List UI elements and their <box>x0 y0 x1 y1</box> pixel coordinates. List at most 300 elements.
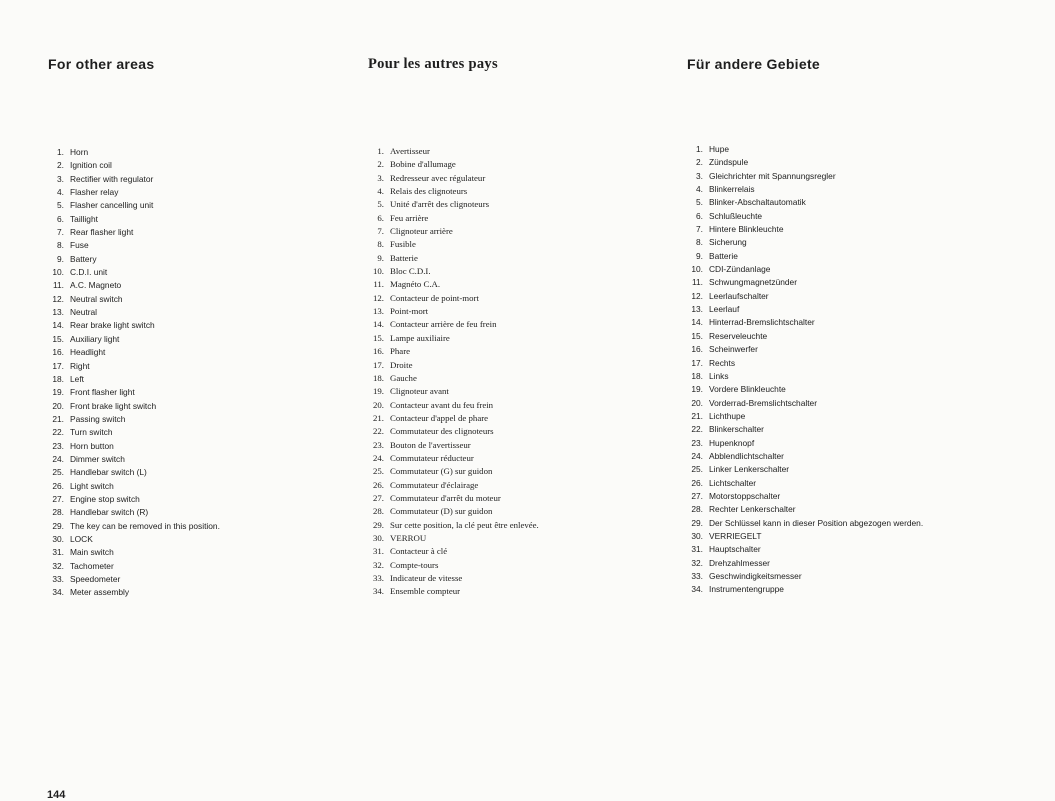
item-text: Bloc C.D.I. <box>390 266 431 277</box>
item-text: Gauche <box>390 372 417 383</box>
item-number: 34. <box>52 587 64 598</box>
item-text: Auxiliary light <box>70 333 120 344</box>
list-item <box>687 183 923 196</box>
item-number: 26. <box>691 477 703 488</box>
list-item <box>368 225 539 238</box>
item-number: 4. <box>57 187 64 198</box>
list-item <box>368 572 539 585</box>
item-number: 22. <box>373 426 384 437</box>
item-number: 13. <box>373 306 384 317</box>
list-item <box>368 359 539 372</box>
item-number: 16. <box>52 347 64 358</box>
item-number: 17. <box>691 357 703 368</box>
list-item <box>368 145 539 158</box>
list-item <box>687 223 923 236</box>
list-item <box>687 423 923 436</box>
item-number: 2. <box>696 157 703 168</box>
item-text: Schwungmagnetzünder <box>709 277 797 288</box>
item-number: 5. <box>696 197 703 208</box>
item-number: 31. <box>52 547 64 558</box>
item-number: 2. <box>377 159 384 170</box>
item-text: Contacteur à clé <box>390 546 448 557</box>
list-item <box>368 185 539 198</box>
item-number: 27. <box>691 490 703 501</box>
item-number: 20. <box>52 400 64 411</box>
item-text: Lichtschalter <box>709 477 757 488</box>
item-text: Drehzahlmesser <box>709 557 770 568</box>
list-item <box>687 290 923 303</box>
item-text: Instrumentengruppe <box>709 584 784 595</box>
item-number: 8. <box>57 240 64 251</box>
item-number: 6. <box>377 212 384 223</box>
item-text: Rear brake light switch <box>70 320 155 331</box>
item-number: 15. <box>52 333 64 344</box>
list-item <box>687 143 923 156</box>
list-item <box>48 319 220 332</box>
item-text: Main switch <box>70 547 114 558</box>
item-text: Vorderrad-Bremslichtschalter <box>709 397 817 408</box>
item-text: Rechter Lenkerschalter <box>709 504 796 515</box>
item-number: 4. <box>696 184 703 195</box>
item-number: 33. <box>691 571 703 581</box>
item-number: 14. <box>52 320 64 331</box>
list-item <box>368 252 539 265</box>
list-item <box>48 373 220 386</box>
item-text: Redresseur avec régulateur <box>390 172 486 183</box>
item-text: Commutateur des clignoteurs <box>390 426 494 437</box>
item-number: 30. <box>691 530 703 541</box>
item-text: Speedometer <box>70 574 121 584</box>
list-item <box>48 426 220 439</box>
list-item <box>687 517 923 530</box>
list-item <box>687 210 923 223</box>
list-item <box>48 146 220 159</box>
item-number: 21. <box>691 410 703 421</box>
list-item <box>48 533 220 546</box>
list-item <box>48 306 220 319</box>
item-text: Bobine d'allumage <box>390 159 456 170</box>
item-number: 31. <box>691 544 703 555</box>
list-item <box>687 437 923 450</box>
list-item <box>48 520 220 533</box>
list-item <box>48 386 220 399</box>
item-text: Gleichrichter mit Spannungsregler <box>709 170 836 181</box>
item-number: 19. <box>691 384 703 395</box>
list-item <box>368 318 539 331</box>
item-number: 29. <box>691 517 703 528</box>
item-number: 7. <box>57 227 64 238</box>
list-item <box>48 266 220 279</box>
list-item <box>48 560 220 573</box>
item-number: 9. <box>696 250 703 261</box>
item-text: Neutral <box>70 307 97 318</box>
list-item <box>48 493 220 506</box>
item-text: Engine stop switch <box>70 493 140 504</box>
item-text: The key can be removed in this position. <box>70 520 220 531</box>
item-number: 3. <box>57 173 64 184</box>
item-text: Turn switch <box>70 427 113 438</box>
item-text: Horn <box>70 147 89 157</box>
item-text: Batterie <box>390 252 418 263</box>
item-text: Commutateur (G) sur guidon <box>390 466 493 477</box>
item-text: Leerlauf <box>709 304 740 315</box>
list-item <box>48 226 220 239</box>
list-item <box>687 316 923 329</box>
item-text: Compte-tours <box>390 559 439 570</box>
item-number: 16. <box>691 344 703 355</box>
item-number: 11. <box>373 279 384 290</box>
item-text: Indicateur de vitesse <box>390 573 463 583</box>
item-number: 34. <box>373 586 384 597</box>
item-number: 10. <box>373 266 384 277</box>
list-item <box>48 413 220 426</box>
item-text: Contacteur de point-mort <box>390 292 479 303</box>
list-item <box>687 250 923 263</box>
item-text: Rectifier with regulator <box>70 173 154 184</box>
item-text: Feu arrière <box>390 212 429 223</box>
list-item <box>48 253 220 266</box>
list-item <box>48 293 220 306</box>
list-item <box>48 586 220 599</box>
item-text: Lampe auxiliaire <box>390 332 450 343</box>
item-text: Hupe <box>709 144 730 154</box>
heading-french: Pour les autres pays <box>368 56 498 72</box>
legend-list-german <box>687 143 923 597</box>
list-item <box>48 506 220 519</box>
page-number: 144 <box>47 789 66 801</box>
item-number: 27. <box>52 493 64 504</box>
list-item <box>368 158 539 171</box>
item-text: Scheinwerfer <box>709 344 758 355</box>
list-item <box>368 385 539 398</box>
legend-list-french <box>368 145 539 599</box>
list-item <box>687 343 923 356</box>
item-text: Taillight <box>70 213 98 224</box>
item-text: LOCK <box>70 533 93 544</box>
item-number: 24. <box>373 452 384 463</box>
item-text: Blinkerschalter <box>709 424 764 435</box>
item-number: 17. <box>52 360 64 371</box>
item-text: Commutateur réducteur <box>390 452 474 463</box>
list-item <box>368 278 539 291</box>
item-text: A.C. Magneto <box>70 280 122 291</box>
item-text: Unité d'arrêt des clignoteurs <box>390 199 490 210</box>
list-item <box>368 425 539 438</box>
item-number: 23. <box>373 439 384 450</box>
item-number: 23. <box>691 437 703 448</box>
list-item <box>687 276 923 289</box>
item-text: Light switch <box>70 480 114 491</box>
item-text: Front flasher light <box>70 387 135 398</box>
item-number: 8. <box>377 239 384 250</box>
item-number: 30. <box>52 533 64 544</box>
item-text: Right <box>70 360 90 371</box>
item-number: 1. <box>696 144 703 154</box>
item-number: 13. <box>691 304 703 315</box>
item-number: 23. <box>52 440 64 451</box>
item-text: VERRIEGELT <box>709 530 762 541</box>
list-item <box>687 450 923 463</box>
item-number: 7. <box>696 224 703 235</box>
item-number: 9. <box>377 252 384 263</box>
item-text: Hinterrad-Bremslichtschalter <box>709 317 815 328</box>
item-text: VERROU <box>390 532 427 543</box>
list-item <box>48 279 220 292</box>
item-number: 27. <box>373 492 384 503</box>
item-text: Phare <box>390 346 411 357</box>
list-item <box>368 332 539 345</box>
list-item <box>48 173 220 186</box>
item-text: Sicherung <box>709 237 747 248</box>
item-number: 22. <box>691 424 703 435</box>
item-text: Avertisseur <box>390 146 430 156</box>
item-number: 32. <box>52 560 64 571</box>
list-item <box>687 477 923 490</box>
list-item <box>368 372 539 385</box>
list-item <box>687 236 923 249</box>
item-text: Handlebar switch (R) <box>70 507 149 518</box>
item-text: Clignoteur arrière <box>390 226 453 237</box>
list-item <box>368 412 539 425</box>
item-text: Blinkerrelais <box>709 184 755 195</box>
item-number: 15. <box>373 332 384 343</box>
item-text: Abblendlichtschalter <box>709 450 784 461</box>
item-number: 11. <box>52 280 64 291</box>
item-number: 20. <box>373 399 384 410</box>
list-item <box>368 505 539 518</box>
item-number: 18. <box>373 372 384 383</box>
item-number: 28. <box>373 506 384 517</box>
item-number: 14. <box>691 317 703 328</box>
item-text: Fusible <box>390 239 416 250</box>
item-number: 32. <box>373 559 384 570</box>
item-text: Rechts <box>709 357 736 368</box>
list-item <box>368 238 539 251</box>
list-item <box>368 492 539 505</box>
item-number: 29. <box>52 520 64 531</box>
list-item <box>368 585 539 598</box>
item-text: Battery <box>70 253 97 264</box>
item-number: 7. <box>377 226 384 237</box>
list-item <box>48 186 220 199</box>
list-item <box>687 557 923 570</box>
item-number: 14. <box>373 319 384 330</box>
item-number: 10. <box>691 264 703 275</box>
list-item <box>368 452 539 465</box>
item-text: Horn button <box>70 440 114 451</box>
item-number: 29. <box>373 519 384 530</box>
item-text: Handlebar switch (L) <box>70 467 147 478</box>
list-item <box>368 212 539 225</box>
item-number: 21. <box>52 413 64 424</box>
item-text: Links <box>709 370 729 381</box>
item-text: Dimmer switch <box>70 453 125 464</box>
item-text: Commutateur d'éclairage <box>390 479 479 490</box>
item-number: 12. <box>52 293 64 304</box>
list-item <box>368 399 539 412</box>
item-text: Commutateur (D) sur guidon <box>390 506 493 517</box>
list-item <box>368 305 539 318</box>
list-item <box>687 463 923 476</box>
item-text: Point-mort <box>390 306 429 317</box>
list-item <box>48 453 220 466</box>
item-text: Neutral switch <box>70 293 123 304</box>
item-text: Rear flasher light <box>70 227 134 238</box>
item-number: 22. <box>52 427 64 438</box>
item-number: 18. <box>691 370 703 381</box>
item-number: 6. <box>696 210 703 221</box>
list-item <box>368 519 539 532</box>
item-number: 16. <box>373 346 384 357</box>
item-text: Zündspule <box>709 157 749 168</box>
list-item <box>368 172 539 185</box>
item-text: Motorstoppschalter <box>709 490 781 501</box>
item-number: 9. <box>57 253 64 264</box>
item-text: Reserveleuchte <box>709 330 768 341</box>
item-number: 1. <box>377 146 384 156</box>
list-item <box>687 543 923 556</box>
item-number: 15. <box>691 330 703 341</box>
list-item <box>48 400 220 413</box>
item-number: 19. <box>52 387 64 398</box>
item-number: 33. <box>373 573 384 583</box>
item-number: 20. <box>691 397 703 408</box>
item-text: Ignition coil <box>70 160 112 171</box>
item-number: 10. <box>52 267 64 278</box>
list-item <box>687 357 923 370</box>
item-text: Flasher cancelling unit <box>70 200 154 211</box>
item-text: Magnéto C.A. <box>390 279 441 290</box>
item-number: 13. <box>52 307 64 318</box>
item-number: 30. <box>373 532 384 543</box>
item-number: 18. <box>52 373 64 384</box>
list-item <box>48 346 220 359</box>
item-text: Headlight <box>70 347 106 358</box>
item-number: 24. <box>52 453 64 464</box>
item-text: Hintere Blinkleuchte <box>709 224 784 235</box>
item-text: Blinker-Abschaltautomatik <box>709 197 806 208</box>
list-item <box>687 530 923 543</box>
item-text: Bouton de l'avertisseur <box>390 439 471 450</box>
item-number: 26. <box>52 480 64 491</box>
heading-german: Für andere Gebiete <box>687 56 820 72</box>
list-item <box>48 333 220 346</box>
item-text: Schlußleuchte <box>709 210 763 221</box>
item-number: 6. <box>57 213 64 224</box>
item-number: 3. <box>696 170 703 181</box>
item-text: Contacteur arrière de feu frein <box>390 319 497 330</box>
item-text: Lichthupe <box>709 410 746 421</box>
item-text: Droite <box>390 359 413 370</box>
item-number: 25. <box>52 467 64 478</box>
list-item <box>368 479 539 492</box>
item-text: Commutateur d'arrêt du moteur <box>390 492 501 503</box>
list-item <box>687 397 923 410</box>
list-item <box>368 465 539 478</box>
list-item <box>687 263 923 276</box>
list-item <box>687 330 923 343</box>
list-item <box>48 466 220 479</box>
list-item <box>48 360 220 373</box>
item-number: 3. <box>377 172 384 183</box>
list-item <box>48 546 220 559</box>
heading-english: For other areas <box>48 56 155 72</box>
list-item <box>368 292 539 305</box>
item-number: 25. <box>691 464 703 475</box>
item-text: Leerlaufschalter <box>709 290 769 301</box>
list-item <box>368 559 539 572</box>
list-item <box>48 199 220 212</box>
item-number: 19. <box>373 386 384 397</box>
item-number: 28. <box>52 507 64 518</box>
list-item <box>368 345 539 358</box>
item-text: Vordere Blinkleuchte <box>709 384 786 395</box>
item-number: 25. <box>373 466 384 477</box>
item-text: Sur cette position, la clé peut être enlevée. <box>390 519 539 530</box>
list-item <box>368 532 539 545</box>
item-number: 5. <box>57 200 64 211</box>
list-item <box>687 490 923 503</box>
list-item <box>687 370 923 383</box>
item-text: Der Schlüssel kann in dieser Position abgezogen werden. <box>709 517 924 528</box>
item-number: 33. <box>52 574 64 584</box>
item-number: 12. <box>373 292 384 303</box>
item-number: 31. <box>373 546 384 557</box>
item-text: Batterie <box>709 250 738 261</box>
item-text: Ensemble compteur <box>390 586 461 597</box>
item-text: Relais des clignoteurs <box>390 186 468 197</box>
item-text: Contacteur d'appel de phare <box>390 412 489 423</box>
item-number: 24. <box>691 450 703 461</box>
item-text: Meter assembly <box>70 587 130 598</box>
list-item <box>687 170 923 183</box>
item-number: 4. <box>377 186 384 197</box>
item-text: Hauptschalter <box>709 544 761 555</box>
item-text: Linker Lenkerschalter <box>709 464 790 475</box>
item-text: C.D.I. unit <box>70 267 108 278</box>
item-number: 26. <box>373 479 384 490</box>
list-item <box>368 439 539 452</box>
item-number: 21. <box>373 412 384 423</box>
item-text: Hupenknopf <box>709 437 755 448</box>
item-number: 17. <box>373 359 384 370</box>
item-number: 5. <box>377 199 384 210</box>
list-item <box>687 383 923 396</box>
item-text: Tachometer <box>70 560 114 571</box>
item-text: Passing switch <box>70 413 126 424</box>
list-item <box>687 156 923 169</box>
item-text: Geschwindigkeitsmesser <box>709 571 802 581</box>
item-text: Flasher relay <box>70 187 119 198</box>
list-item <box>48 573 220 586</box>
list-item <box>48 213 220 226</box>
item-number: 34. <box>691 584 703 595</box>
legend-list-english <box>48 146 220 600</box>
list-item <box>368 265 539 278</box>
item-text: Contacteur avant du feu frein <box>390 399 494 410</box>
item-text: Fuse <box>70 240 89 251</box>
item-number: 8. <box>696 237 703 248</box>
item-number: 28. <box>691 504 703 515</box>
item-text: Left <box>70 373 84 384</box>
list-item <box>48 440 220 453</box>
item-text: Clignoteur avant <box>390 386 449 397</box>
item-number: 12. <box>691 290 703 301</box>
item-number: 11. <box>691 277 703 288</box>
item-number: 32. <box>691 557 703 568</box>
list-item <box>687 503 923 516</box>
list-item <box>368 198 539 211</box>
